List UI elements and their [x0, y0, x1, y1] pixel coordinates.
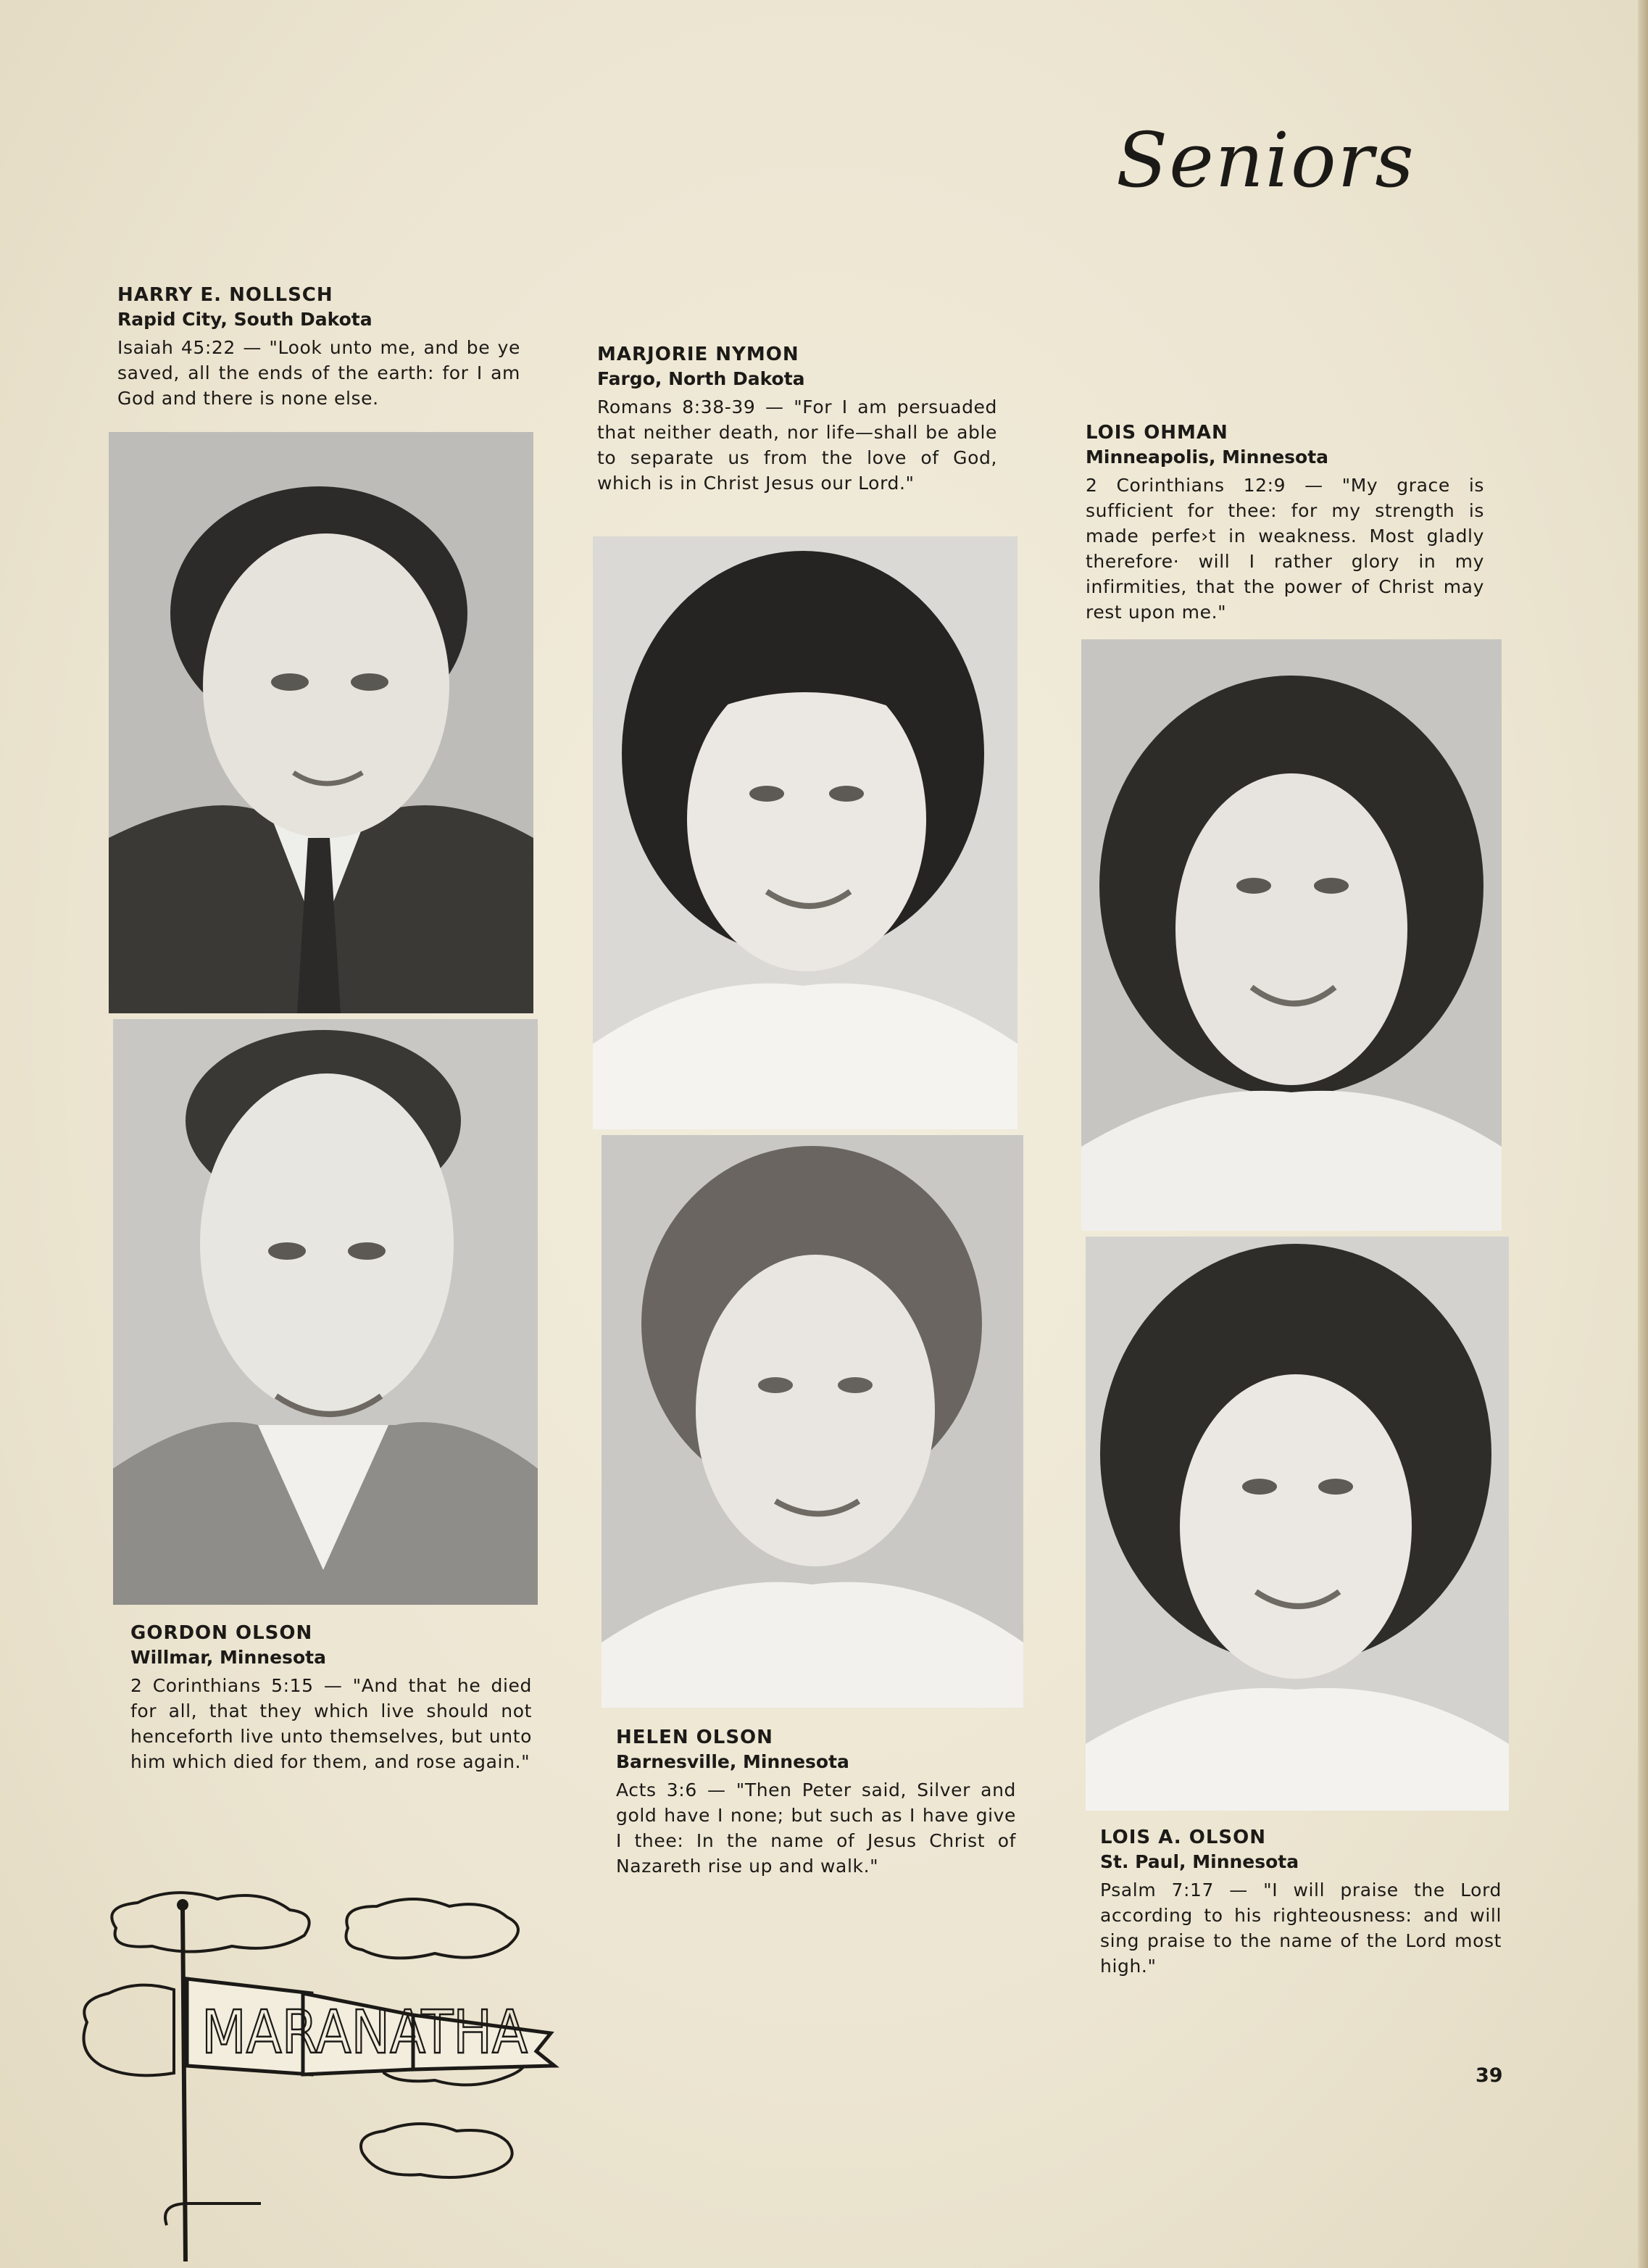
senior-verse: Isaiah 45:22 — "Look unto me, and be ye saved, all the ends of the earth: for I am God and there is none else. — [117, 337, 520, 409]
senior-verse: 2 Corinthians 5:15 — "And that he died for all, that they which live should not henceforth live unto themselves, but unto him which died for them, and rose again." — [130, 1675, 532, 1772]
senior-name: HARRY E. NOLLSCH — [117, 284, 333, 306]
senior-portrait-photo — [113, 1019, 538, 1605]
senior-portrait-photo — [593, 536, 1017, 1129]
senior-entry — [597, 342, 997, 496]
senior-entry — [1086, 420, 1484, 625]
senior-portrait-photo — [109, 432, 533, 1013]
senior-name: HELEN OLSON — [616, 1727, 773, 1748]
senior-verse: Acts 3:6 — "Then Peter said, Silver and gold have I none; but such as I have give I thee: In the name of Jesus Christ of Nazareth rise up and walk." — [616, 1779, 1016, 1877]
page-binding-edge — [1638, 0, 1648, 2268]
senior-hometown: Minneapolis, Minnesota — [1086, 446, 1329, 468]
senior-name: MARJORIE NYMON — [597, 344, 799, 365]
senior-entry — [1100, 1825, 1502, 1979]
senior-portrait-photo — [1081, 639, 1502, 1231]
page-number: 39 — [1476, 2064, 1503, 2087]
senior-entry — [616, 1725, 1016, 1879]
senior-hometown: Barnesville, Minnesota — [616, 1751, 849, 1772]
senior-hometown: Willmar, Minnesota — [130, 1647, 326, 1668]
senior-portrait-photo — [602, 1135, 1023, 1708]
senior-hometown: Fargo, North Dakota — [597, 368, 805, 389]
senior-name: LOIS OHMAN — [1086, 422, 1228, 444]
senior-name: GORDON OLSON — [130, 1622, 313, 1644]
senior-name: LOIS A. OLSON — [1100, 1827, 1266, 1848]
senior-hometown: Rapid City, South Dakota — [117, 309, 373, 330]
senior-verse: 2 Corinthians 12:9 — "My grace is sufficient for thee: for my strength is made perfe›t in weakness. Most gladly therefore· will I rather glory in my infirmities, that the power of Christ may rest upon me." — [1086, 475, 1484, 623]
maranatha-logo — [72, 1885, 609, 2264]
senior-entry — [117, 283, 520, 411]
senior-hometown: St. Paul, Minnesota — [1100, 1851, 1299, 1872]
senior-verse: Romans 8:38-39 — "For I am persuaded that neither death, nor life—shall be able to separate us from the love of God, which is in Christ Jesus our Lord." — [597, 396, 997, 494]
page-title: Seniors — [1116, 116, 1415, 204]
senior-verse: Psalm 7:17 — "I will praise the Lord according to his righteousness: and will sing praise to the name of the Lord most high." — [1100, 1879, 1502, 1977]
senior-entry — [130, 1621, 532, 1774]
logo-lettering: MARANATHA — [201, 1998, 528, 2067]
senior-portrait-photo — [1086, 1237, 1509, 1811]
